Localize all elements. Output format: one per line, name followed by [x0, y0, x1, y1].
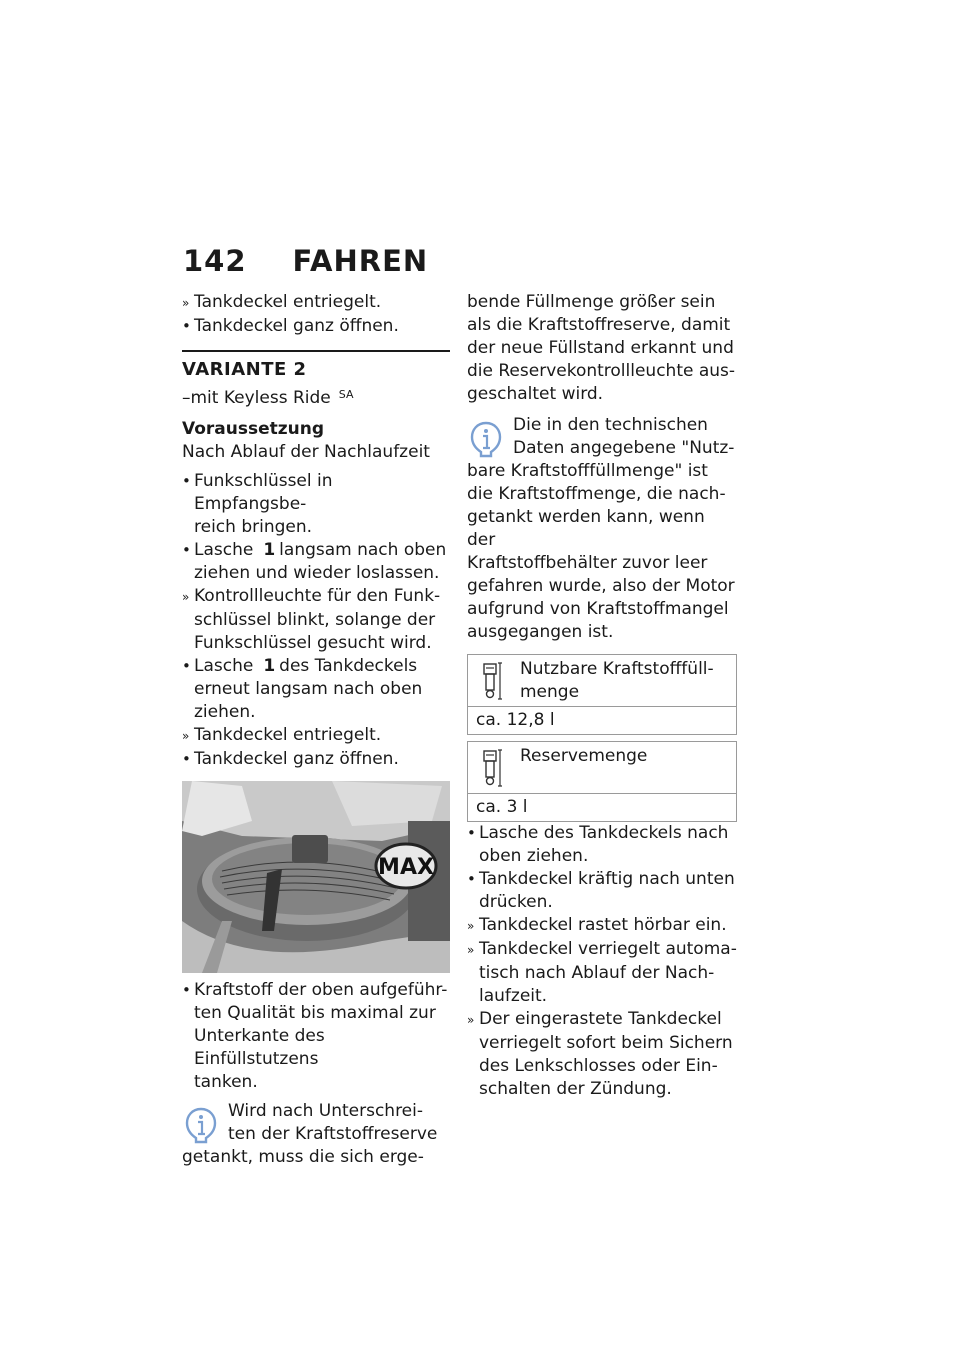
fuel-pump-icon [482, 748, 504, 788]
result-line: » Tankdeckel verriegelt automa- [467, 939, 737, 959]
result-line: » Tankdeckel rastet hörbar ein. [467, 915, 727, 935]
result-line: » Kontrollleuchte für den Funk- [182, 586, 441, 606]
result-marker: » [182, 296, 190, 310]
info-note: Die in den technischen Daten angegebene "Nutz- bare Kraftstofffüllmenge" ist die Kraftstoffmenge, die nach- getankt werden kann, wenn der Kraftstoffbehälter zuvor leer gefahren wurde, also der Motor aufgrund von Kraftstoffmangel ausgegangen ist. [467, 415, 735, 642]
step-line: • Tankdeckel ganz öffnen. [182, 749, 399, 769]
spec-value: ca. 3 l [476, 797, 528, 817]
step-line: • Funkschlüssel in Empfangsbe- [182, 471, 333, 514]
result-line: » Der eingerastete Tankdeckel [467, 1009, 722, 1029]
spec-box-reserve: Reservemenge ca. 3 l [467, 741, 737, 822]
page-header [183, 244, 428, 278]
step-line: • Lasche des Tankdeckels nach [467, 823, 729, 843]
max-label: MAX [378, 855, 434, 880]
info-icon [469, 420, 503, 458]
step-line: • Lasche 1 des Tankdeckels [182, 656, 418, 676]
page-number: 142 [183, 244, 247, 278]
left-column: » Tankdeckel entriegelt. • Tankdeckel ganz öffnen. VARIANTE 2 –mit Keyless Ride $^{SA}$ Voraussetzung Nach Ablauf der Nachlaufzeit • Funkschlüssel in Empfangsbe- reich bringen. • Lasche 1 langsam nach oben ziehen und wieder loslassen. » Kontrollleuchte für den Funk- schlüssel blinkt, solange der Funkschlüssel gesucht wird. • Lasche 1 des Tankdeckels erneut langsam nach oben ziehen. » Tankdeckel entriegelt. • Tankdeckel ganz öffnen. MAX • Kraftstoff der oben aufgeführ- ten Qualität bis maximal zur Unterkante des Einfüllstutzens tanken. Wird nach Unterschrei- ten der Kraftstoffreserve getankt, muss die sich erge- [182, 291, 450, 1169]
info-note: Wird nach Unterschrei- ten der Kraftstoffreserve getankt, muss die sich erge- [182, 1101, 438, 1167]
result-line: » Tankdeckel entriegelt. [182, 725, 382, 745]
info-icon [184, 1106, 218, 1144]
fuel-filler-photo [182, 781, 450, 973]
callout-number: 1 [263, 656, 276, 676]
variant-heading: VARIANTE 2 [182, 359, 307, 380]
spec-box-usable-fuel: Nutzbare Kraftstofffüll- menge ca. 12,8 l [467, 654, 737, 735]
section-divider [182, 350, 450, 352]
callout-number: 1 [263, 540, 276, 560]
right-column: bende Füllmenge größer sein als die Kraftstoffreserve, damit der neue Füllstand erkannt und die Reservekontrollleuchte aus- geschaltet wird. Die in den technischen Daten angegebene "Nutz- bare Kraftstofffüllmenge" ist die Kraftstoffmenge, die nach- getankt werden kann, wenn der Kraftstoffbehälter zuvor leer gefahren wurde, also der Motor aufgrund von Kraftstoffmangel ausgegangen ist. Nutzbare Kraftstofffüll- menge ca. 12,8 l Reservemenge ca. 3 l • Lasche des Tankdeckels nach oben ziehen. • Tankdeckel kräftig nach unten drücken. » Tankdeckel rastet hörbar ein. » Tankdeckel verriegelt automa- tisch nach Ablauf der Nach- laufzeit. » Der eingerastete Tankdeckel verriegelt sofort beim Sichern des Lenkschlosses oder Ein- schalten der Zündung. [467, 292, 737, 1099]
sa-badge: SA [338, 388, 354, 401]
step-line: • Kraftstoff der oben aufgeführ- [182, 980, 448, 1000]
fuel-pump-icon [482, 661, 504, 701]
step-line: • Tankdeckel kräftig nach unten [467, 869, 735, 889]
variant-subtitle: –mit Keyless Ride $^{SA}$ [182, 388, 354, 408]
fuel-filler-illustration [182, 781, 450, 973]
step-line: • Tankdeckel ganz öffnen. [182, 316, 399, 336]
step-line: • Lasche 1 langsam nach oben [182, 540, 447, 560]
prerequisite-text: Nach Ablauf der Nachlaufzeit [182, 442, 430, 462]
section-title: FAHREN [292, 244, 429, 278]
prerequisite-title: Voraussetzung [182, 419, 325, 439]
result-line: » Tankdeckel entriegelt. [182, 291, 450, 315]
spec-value: ca. 12,8 l [476, 710, 555, 730]
bullet-marker: • [182, 317, 191, 335]
